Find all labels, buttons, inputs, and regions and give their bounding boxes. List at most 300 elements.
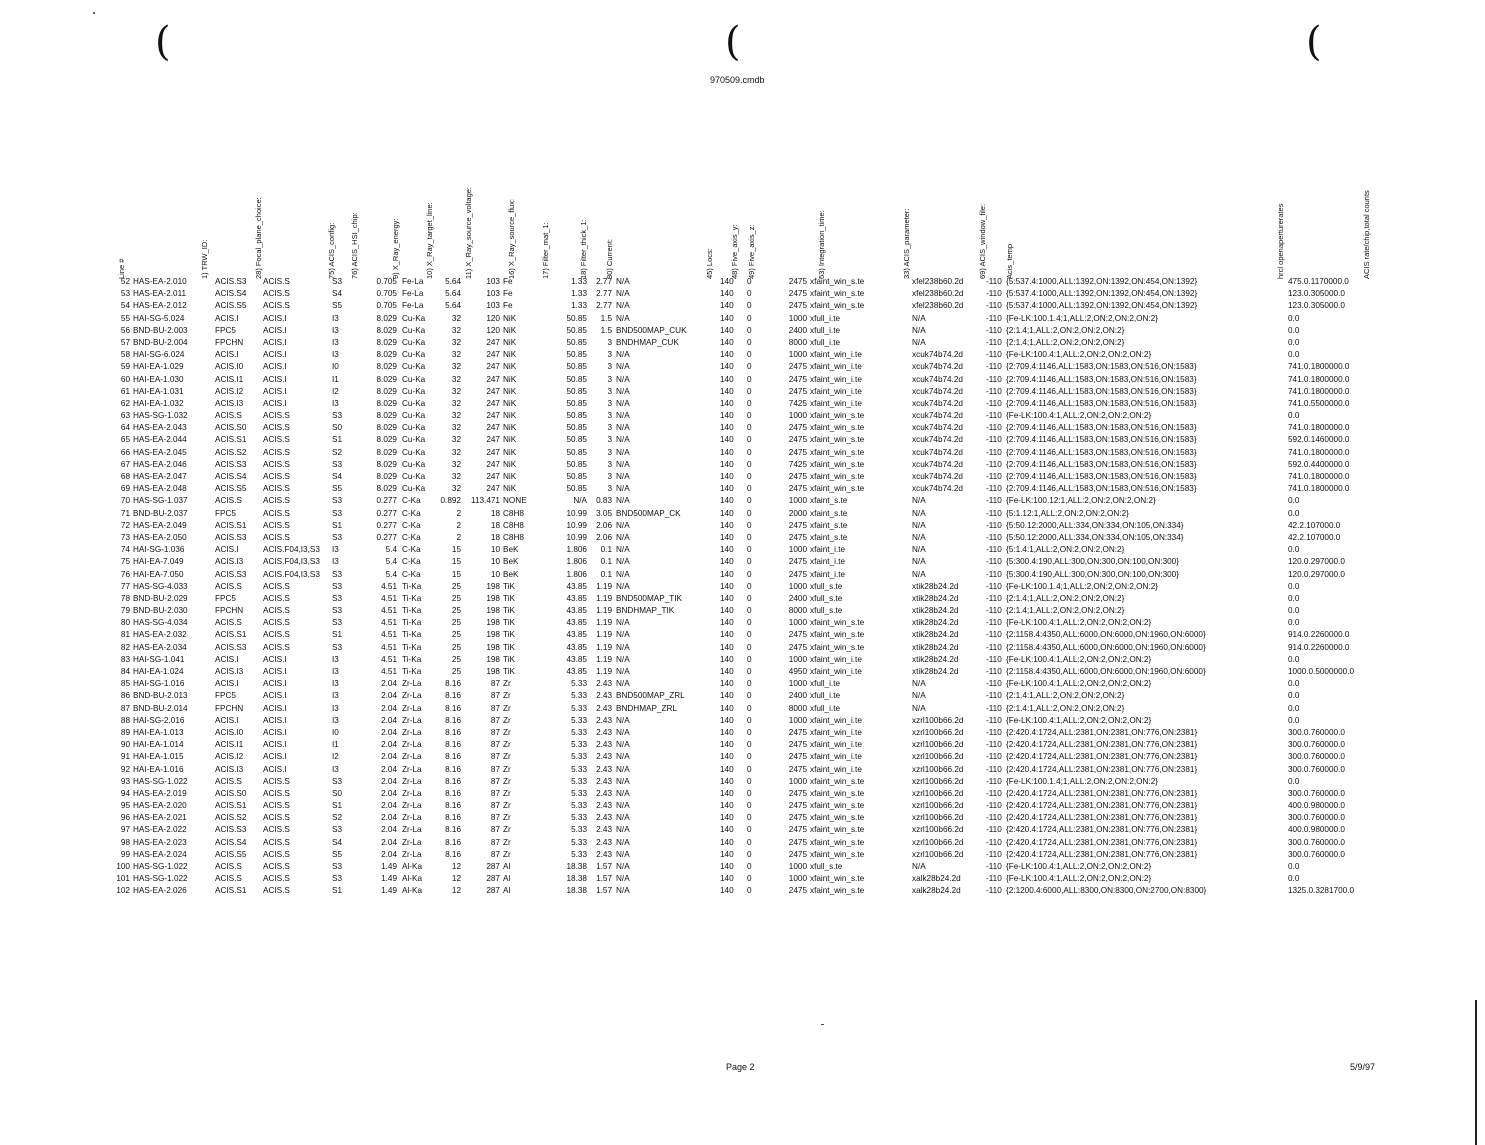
table-cell: xfaint_win_s.te	[810, 886, 865, 896]
table-cell: 1000	[788, 654, 807, 664]
table-cell: C-Ka	[402, 569, 421, 579]
table-cell: 140	[720, 313, 734, 323]
table-row	[110, 703, 1370, 715]
table-cell: -110	[986, 679, 1002, 689]
table-cell: N/A	[616, 520, 630, 530]
table-cell: HAI-SG-1.036	[133, 545, 185, 555]
table-cell: 0	[747, 362, 752, 372]
table-cell: 50.85	[566, 398, 587, 408]
table-cell: ACIS.I2	[215, 386, 244, 396]
table-cell: ACIS.S1	[215, 520, 247, 530]
table-cell: ACIS.S	[263, 886, 290, 896]
table-cell: xtik28b24.2d	[912, 654, 959, 664]
table-cell: 32	[451, 435, 461, 445]
table-cell: 247	[486, 484, 500, 494]
table-cell: HAS-EA-2.022	[133, 825, 187, 835]
table-cell: 1325.0.3281700.0	[1288, 886, 1355, 896]
table-cell: ACIS.S	[263, 825, 290, 835]
table-cell: ACIS.S	[263, 423, 290, 433]
table-cell: 43.85	[566, 630, 587, 640]
table-cell: 140	[720, 569, 734, 579]
table-cell: 247	[486, 337, 500, 347]
table-cell: xfaint_win_s.te	[810, 874, 865, 884]
table-cell: 1000	[788, 581, 807, 591]
table-cell: ACIS.I	[215, 350, 239, 360]
table-cell: NiK	[503, 423, 517, 433]
table-cell: 2.04	[381, 715, 397, 725]
table-cell: 2.77	[596, 301, 612, 311]
table-row	[110, 605, 1370, 617]
table-cell: 75	[120, 557, 130, 567]
table-cell: xfaint_win_i.te	[810, 350, 862, 360]
table-cell: N/A	[616, 813, 630, 823]
table-cell: xfaint_win_i.te	[810, 654, 862, 664]
table-cell: xfel238b60.2d	[912, 289, 964, 299]
table-cell: HAS-EA-2.010	[133, 277, 187, 286]
table-cell: xtik28b24.2d	[912, 581, 959, 591]
table-cell: 247	[486, 435, 500, 445]
table-cell: 2.04	[381, 837, 397, 847]
table-cell: HAS-EA-2.020	[133, 801, 187, 811]
header-acis-window-file: 69) ACIS_window_file:	[978, 203, 987, 279]
table-cell: xcuk74b74.2d	[912, 459, 963, 469]
table-cell: -110	[986, 606, 1002, 616]
table-cell: 0	[747, 740, 752, 750]
table-cell: 87	[490, 801, 500, 811]
table-cell: 140	[720, 825, 734, 835]
table-row	[110, 569, 1370, 581]
table-cell: 2.43	[596, 679, 612, 689]
table-cell: 82	[120, 642, 130, 652]
table-cell: Zr	[503, 703, 511, 713]
table-cell: -110	[986, 313, 1002, 323]
table-cell: C-Ka	[402, 532, 421, 542]
table-cell: 5.33	[571, 679, 587, 689]
table-cell: 140	[720, 606, 734, 616]
table-cell: 2475	[788, 557, 807, 567]
table-cell: 87	[490, 703, 500, 713]
table-cell: HAS-EA-2.048	[133, 484, 187, 494]
table-cell: Ti-Ka	[402, 654, 422, 664]
table-cell: S1	[332, 886, 343, 896]
table-cell: S5	[332, 849, 343, 859]
scan-edge-line	[1475, 1000, 1477, 1145]
table-cell: 5.33	[571, 727, 587, 737]
table-cell: HAI-EA-1.016	[133, 764, 184, 774]
table-cell: xfaint_s.te	[810, 532, 848, 542]
table-cell: 1.57	[596, 886, 612, 896]
table-cell: {2:1.4;1,ALL:2,ON:2,ON:2,ON:2}	[1006, 337, 1125, 347]
table-cell: 8.16	[445, 715, 461, 725]
table-cell: 1000	[788, 679, 807, 689]
table-cell: xcuk74b74.2d	[912, 386, 963, 396]
table-cell: 2475	[788, 801, 807, 811]
header-acis-config: 75) ACIS_config:	[327, 222, 336, 279]
table-cell: I3	[332, 679, 339, 689]
table-cell: 0.1	[600, 557, 612, 567]
table-cell: {2:420.4:1724,ALL:2381,ON:2381,ON:776,ON:2381}	[1006, 752, 1198, 762]
table-cell: {5:300.4:190,ALL:300,ON:300,ON:100,ON:300}	[1006, 569, 1179, 579]
table-cell: 2.04	[381, 801, 397, 811]
table-cell: 140	[720, 508, 734, 518]
table-cell: NiK	[503, 386, 517, 396]
table-cell: ACIS.I	[263, 691, 287, 701]
table-cell: 7425	[788, 398, 807, 408]
table-cell: 8.16	[445, 727, 461, 737]
table-cell: 8.16	[445, 776, 461, 786]
table-cell: 15	[451, 557, 461, 567]
table-cell: xcuk74b74.2d	[912, 447, 963, 457]
table-cell: BND-BU-2.003	[133, 325, 188, 335]
table-cell: 247	[486, 386, 500, 396]
table-cell: 0.0	[1288, 703, 1300, 713]
table-cell: Ti-Ka	[402, 581, 422, 591]
table-cell: 8.029	[376, 313, 397, 323]
table-cell: -110	[986, 654, 1002, 664]
table-row	[110, 300, 1370, 312]
table-cell: 0	[747, 679, 752, 689]
table-cell: 0.83	[596, 496, 612, 506]
table-cell: FPC5	[215, 593, 236, 603]
table-cell: {5:537.4:1000,ALL:1392,ON:1392,ON:454,ON:1392}	[1006, 277, 1198, 286]
table-cell: 198	[486, 581, 500, 591]
table-cell: 43.85	[566, 606, 587, 616]
table-cell: N/A	[912, 557, 926, 567]
table-cell: Al	[503, 886, 511, 896]
table-cell: {2:709.4:1146,ALL:1583,ON:1583,ON:516,ON:1583}	[1006, 472, 1197, 481]
table-cell: 8.029	[376, 423, 397, 433]
table-row	[110, 508, 1370, 520]
table-cell: Zr-La	[402, 727, 422, 737]
table-cell: HAS-EA-2.032	[133, 630, 187, 640]
table-cell: Zr-La	[402, 776, 422, 786]
table-cell: 5.33	[571, 703, 587, 713]
table-cell: -110	[986, 801, 1002, 811]
table-cell: TiK	[503, 581, 515, 591]
table-cell: 0.0	[1288, 508, 1300, 518]
table-cell: 8.16	[445, 788, 461, 798]
table-cell: S3	[332, 277, 343, 286]
table-cell: {2:1200.4:6000,ALL:8300,ON:8300,ON:2700,ON:8300}	[1006, 886, 1207, 896]
table-cell: N/A	[616, 825, 630, 835]
table-cell: Ti-Ka	[402, 618, 422, 628]
table-cell: HAS-EA-2.045	[133, 447, 187, 457]
table-cell: Zr-La	[402, 801, 422, 811]
header-acis-rate-chip-total: ACIS rate/chip,total counts	[1362, 190, 1371, 279]
table-cell: 0	[747, 788, 752, 798]
table-cell: 1.57	[596, 862, 612, 871]
table-cell: 87	[490, 727, 500, 737]
table-cell: 8000	[788, 606, 807, 616]
table-cell: 4.51	[381, 606, 397, 616]
table-cell: xfaint_win_s.te	[810, 630, 865, 640]
table-cell: 32	[451, 484, 461, 494]
table-cell: 140	[720, 752, 734, 762]
table-cell: HAS-EA-2.012	[133, 301, 187, 311]
table-cell: N/A	[616, 849, 630, 859]
table-cell: 0	[747, 715, 752, 725]
table-cell: 2.04	[381, 752, 397, 762]
table-cell: 140	[720, 289, 734, 299]
table-cell: 57	[120, 337, 130, 347]
table-cell: xzrl100b66.2d	[912, 752, 964, 762]
table-row	[110, 544, 1370, 556]
table-cell: ACIS.I	[215, 313, 239, 323]
table-cell: -110	[986, 727, 1002, 737]
table-cell: HAS-EA-2.046	[133, 459, 187, 469]
table-cell: 2.43	[596, 776, 612, 786]
table-cell: 1000	[788, 411, 807, 421]
table-cell: N/A	[616, 837, 630, 847]
table-cell: 300.0.760000.0	[1288, 849, 1345, 859]
table-cell: xfaint_win_s.te	[810, 837, 865, 847]
table-cell: 3.05	[596, 508, 612, 518]
table-cell: Zr	[503, 801, 511, 811]
table-cell: 140	[720, 581, 734, 591]
table-cell: 10.99	[566, 508, 587, 518]
table-cell: N/A	[616, 289, 630, 299]
table-cell: 0.0	[1288, 606, 1300, 616]
table-cell: 43.85	[566, 642, 587, 652]
table-cell: 50.85	[566, 484, 587, 494]
table-cell: Zr	[503, 849, 511, 859]
table-cell: 0.277	[376, 520, 397, 530]
table-cell: 0	[747, 386, 752, 396]
table-cell: Fe	[503, 277, 513, 286]
table-cell: 1.19	[596, 618, 612, 628]
table-cell: Fe-La	[402, 301, 424, 311]
table-cell: ACIS.S3	[215, 642, 247, 652]
table-cell: 198	[486, 618, 500, 628]
table-cell: N/A	[616, 447, 630, 457]
table-cell: S3	[332, 606, 343, 616]
table-cell: N/A	[912, 508, 926, 518]
table-cell: ACIS.S	[263, 520, 290, 530]
table-cell: NiK	[503, 350, 517, 360]
table-cell: 3	[607, 411, 612, 421]
table-cell: -110	[986, 459, 1002, 469]
header-xray-energy: 9) X_Ray_energy:	[391, 218, 400, 279]
header-integration-time: 53) Integration_time:	[817, 210, 826, 279]
table-cell: 140	[720, 496, 734, 506]
table-cell: 2.04	[381, 703, 397, 713]
table-cell: -110	[986, 374, 1002, 384]
table-cell: ACIS.S2	[215, 447, 247, 457]
table-cell: NiK	[503, 435, 517, 445]
table-row	[110, 434, 1370, 446]
table-cell: 32	[451, 472, 461, 481]
table-cell: HAS-EA-2.049	[133, 520, 187, 530]
table-cell: 140	[720, 740, 734, 750]
header-acis-parameter: 33) ACIS_parameter:	[902, 208, 911, 279]
table-cell: N/A	[912, 325, 926, 335]
table-cell: ACIS.I	[215, 715, 239, 725]
table-cell: 0.0	[1288, 618, 1300, 628]
table-cell: NiK	[503, 374, 517, 384]
table-cell: BNDHMAP_ZRL	[616, 703, 677, 713]
table-cell: xzrl100b66.2d	[912, 837, 964, 847]
table-cell: 87	[490, 849, 500, 859]
table-cell: 2475	[788, 301, 807, 311]
table-cell: S3	[332, 496, 343, 506]
table-cell: -110	[986, 569, 1002, 579]
table-cell: NiK	[503, 313, 517, 323]
table-cell: 90	[120, 740, 130, 750]
table-cell: 0	[747, 289, 752, 299]
table-cell: I3	[332, 691, 339, 701]
table-cell: 5.33	[571, 740, 587, 750]
table-cell: 0.0	[1288, 581, 1300, 591]
table-cell: Cu-Ka	[402, 447, 426, 457]
table-cell: {5:50.12:2000,ALL:334,ON:334,ON:105,ON:334}	[1006, 532, 1184, 542]
table-cell: 0	[747, 459, 752, 469]
table-cell: ACIS.S5	[215, 849, 247, 859]
table-cell: 8.16	[445, 691, 461, 701]
table-cell: 2.06	[596, 520, 612, 530]
table-cell: Ti-Ka	[402, 606, 422, 616]
table-cell: -110	[986, 813, 1002, 823]
table-cell: 15	[451, 569, 461, 579]
table-cell: 0	[747, 557, 752, 567]
table-cell: 0	[747, 398, 752, 408]
table-cell: N/A	[616, 277, 630, 286]
table-cell: 74	[120, 545, 130, 555]
table-cell: 140	[720, 484, 734, 494]
table-cell: xfaint_win_i.te	[810, 764, 862, 774]
table-cell: xfull_s.te	[810, 593, 843, 603]
table-cell: -110	[986, 386, 1002, 396]
table-cell: 0	[747, 630, 752, 640]
table-cell: -110	[986, 350, 1002, 360]
table-cell: {5:537.4:1000,ALL:1392,ON:1392,ON:454,ON:1392}	[1006, 289, 1198, 299]
table-cell: 18.38	[566, 874, 587, 884]
table-cell: 2.04	[381, 727, 397, 737]
table-cell: 400.0.980000.0	[1288, 801, 1345, 811]
table-cell: 120.0.297000.0	[1288, 569, 1345, 579]
table-cell: 66	[120, 447, 130, 457]
table-cell: I3	[332, 350, 339, 360]
table-cell: Cu-Ka	[402, 313, 426, 323]
header-trw-id: 1) TRW_ID:	[200, 239, 209, 279]
table-cell: 50.85	[566, 350, 587, 360]
table-cell: N/A	[912, 569, 926, 579]
table-cell: 140	[720, 715, 734, 725]
table-cell: 140	[720, 630, 734, 640]
table-cell: ACIS.S5	[215, 301, 247, 311]
table-cell: 32	[451, 447, 461, 457]
table-cell: S3	[332, 581, 343, 591]
table-cell: 73	[120, 532, 130, 542]
table-cell: 2	[456, 520, 461, 530]
table-cell: 84	[120, 667, 130, 676]
table-cell: xfaint_win_s.te	[810, 472, 865, 481]
table-cell: 2	[456, 508, 461, 518]
table-cell: 91	[120, 752, 130, 762]
table-row	[110, 520, 1370, 532]
table-cell: N/A	[616, 618, 630, 628]
table-cell: Cu-Ka	[402, 484, 426, 494]
table-cell: 1000	[788, 874, 807, 884]
table-cell: xfull_i.te	[810, 703, 841, 713]
table-cell: xfaint_win_s.te	[810, 825, 865, 835]
table-cell: BNDHMAP_TIK	[616, 606, 675, 616]
table-cell: 80	[120, 618, 130, 628]
table-cell: 0	[747, 606, 752, 616]
table-cell: xzrl100b66.2d	[912, 740, 964, 750]
table-row	[110, 398, 1370, 410]
table-cell: NiK	[503, 484, 517, 494]
table-row	[110, 422, 1370, 434]
table-cell: 32	[451, 423, 461, 433]
table-cell: 1.49	[381, 862, 397, 871]
table-cell: BND-BU-2.004	[133, 337, 188, 347]
table-cell: 8.029	[376, 325, 397, 335]
table-row	[110, 313, 1370, 325]
table-cell: 0	[747, 667, 752, 676]
table-cell: 741.0.1800000.0	[1288, 423, 1350, 433]
scan-speck	[821, 1024, 824, 1025]
table-cell: S0	[332, 788, 343, 798]
table-row	[110, 824, 1370, 836]
table-cell: 2.77	[596, 289, 612, 299]
table-cell: FPCHN	[215, 703, 244, 713]
table-cell: Zr	[503, 740, 511, 750]
table-cell: xfaint_win_s.te	[810, 849, 865, 859]
table-cell: HAI-EA-1.032	[133, 398, 184, 408]
table-cell: xfaint_win_i.te	[810, 398, 862, 408]
table-cell: xfaint_win_s.te	[810, 459, 865, 469]
table-cell: N/A	[616, 484, 630, 494]
table-cell: 247	[486, 411, 500, 421]
table-cell: I1	[332, 374, 339, 384]
table-cell: HAI-EA-1.030	[133, 374, 184, 384]
table-cell: xzrl100b66.2d	[912, 727, 964, 737]
table-cell: I3	[332, 557, 339, 567]
table-cell: S1	[332, 435, 343, 445]
table-cell: 741.0.1800000.0	[1288, 484, 1350, 494]
table-cell: Al-Ka	[402, 886, 423, 896]
table-row	[110, 374, 1370, 386]
table-cell: {5:1.4:1,ALL:2,ON:2,ON:2,ON:2}	[1006, 545, 1125, 555]
table-cell: 2.04	[381, 764, 397, 774]
table-cell: ACIS.I	[263, 727, 287, 737]
table-cell: 5.4	[385, 557, 397, 567]
table-cell: 0.705	[376, 301, 397, 311]
table-cell: 103	[486, 289, 500, 299]
table-cell: ACIS.S1	[215, 630, 247, 640]
table-cell: 0	[747, 337, 752, 347]
table-cell: {2:420.4:1724,ALL:2381,ON:2381,ON:776,ON:2381}	[1006, 825, 1198, 835]
table-cell: 2475	[788, 386, 807, 396]
table-row	[110, 751, 1370, 763]
table-cell: 3	[607, 374, 612, 384]
table-cell: xfaint_s.te	[810, 520, 848, 530]
table-cell: {2:709.4:1146,ALL:1583,ON:1583,ON:516,ON:1583}	[1006, 447, 1197, 457]
table-cell: {5:50.12:2000,ALL:334,ON:334,ON:105,ON:334}	[1006, 520, 1184, 530]
table-cell: 0	[747, 886, 752, 896]
table-cell: {Fe-LK:100.4:1,ALL:2,ON:2,ON:2,ON:2}	[1006, 874, 1152, 884]
table-cell: S5	[332, 301, 343, 311]
table-cell: Zr	[503, 788, 511, 798]
table-cell: 77	[120, 581, 130, 591]
table-cell: ACIS.I3	[215, 398, 244, 408]
table-cell: xfaint_win_i.te	[810, 715, 862, 725]
table-cell: 198	[486, 593, 500, 603]
table-cell: 0	[747, 496, 752, 506]
table-cell: 5.33	[571, 764, 587, 774]
table-cell: ACIS.F04,I3,S3	[263, 545, 320, 555]
table-cell: xtik28b24.2d	[912, 667, 959, 676]
